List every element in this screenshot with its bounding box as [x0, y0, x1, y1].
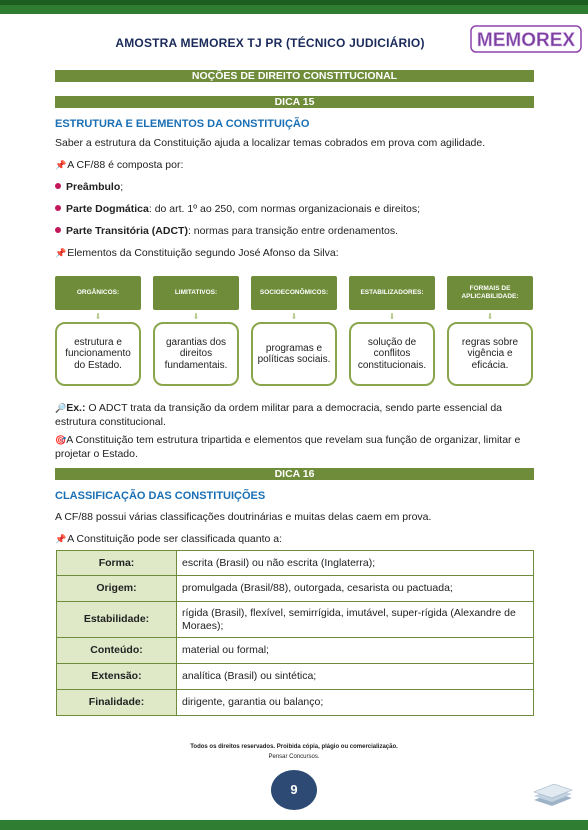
table-key: Conteúdo:	[57, 638, 177, 664]
top-border	[0, 0, 588, 14]
arrow-down-icon: ⬇	[290, 312, 298, 321]
table-row	[57, 664, 534, 690]
arrow-down-icon: ⬇	[486, 312, 494, 321]
diagram-head: FORMAIS DE APLICABILIDADE:	[447, 276, 533, 310]
diagram-body: garantias dos direitos fundamentais.	[153, 322, 239, 386]
bullet-icon	[55, 205, 61, 211]
dica-16-intro: A CF/88 possui várias classificações doutrinárias e muitas delas caem em prova.	[55, 511, 432, 523]
dica-16-title: CLASSIFICAÇÃO DAS CONSTITUIÇÕES	[55, 490, 266, 502]
target-icon: 🎯	[55, 435, 67, 445]
table-value: rígida (Brasil), flexível, semirrígida, imutável, super-rígida (Alexandre de Moraes);	[177, 602, 534, 638]
dica-15-intro: Saber a estrutura da Constituição ajuda a localizar temas cobrados em prova com agilidade.	[55, 137, 486, 149]
bottom-border	[0, 820, 588, 830]
pin-icon: 📌	[55, 248, 67, 258]
diagram-head: ESTABILIZADORES:	[349, 276, 435, 310]
alvo-paragraph: 🎯A Constituição tem estrutura tripartida e elementos que revelam sua função de organizar, limitar e projetar o Estado.	[55, 434, 521, 460]
table-value: analítica (Brasil) ou sintética;	[177, 664, 534, 690]
table-row	[57, 576, 534, 602]
table-key: Finalidade:	[57, 690, 177, 716]
table-value: material ou formal;	[177, 638, 534, 664]
composicao-line: 📌A CF/88 é composta por:	[55, 159, 184, 171]
elements-diagram	[55, 276, 535, 388]
diagram-head: SOCIOECONÔMICOS:	[251, 276, 337, 310]
magnifier-icon: 🔎	[55, 403, 67, 413]
bullet-icon	[55, 227, 61, 233]
diagram-head: ORGÂNICOS:	[55, 276, 141, 310]
footer-brand: Pensar Concursos.	[268, 754, 320, 760]
table-key: Forma:	[57, 551, 177, 576]
logo-text: MEMOREX	[476, 30, 576, 51]
diagram-body: programas e políticas sociais.	[251, 322, 337, 386]
table-value: promulgada (Brasil/88), outorgada, cesarista ou pactuada;	[177, 576, 534, 602]
diagram-head: LIMITATIVOS:	[153, 276, 239, 310]
elementos-intro: 📌Elementos da Constituição segundo José Afonso da Silva:	[55, 247, 339, 259]
section-band-noc: NOÇÕES DE DIREITO CONSTITUCIONAL	[55, 70, 534, 82]
pin-icon: 📌	[55, 534, 67, 544]
table-key: Estabilidade:	[57, 602, 177, 638]
diagram-body: estrutura e funcionamento do Estado.	[55, 322, 141, 386]
table-key: Extensão:	[57, 664, 177, 690]
footer-rights: Todos os direitos reservados. Proibida cópia, plágio ou comercialização.	[190, 744, 398, 750]
list-item: Parte Dogmática: do art. 1º ao 250, com normas organizacionais e direitos;	[55, 202, 535, 216]
bullet-icon	[55, 183, 61, 189]
document-header-title: AMOSTRA MEMOREX TJ PR (TÉCNICO JUDICIÁRIO)	[115, 36, 425, 50]
table-row	[57, 551, 534, 576]
pin-icon: 📌	[55, 160, 67, 170]
quanto-line: 📌A Constituição pode ser classificada quanto a:	[55, 533, 283, 545]
table-value: escrita (Brasil) ou não escrita (Inglaterra);	[177, 551, 534, 576]
dica-15-band: DICA 15	[55, 96, 534, 108]
list-item: Preâmbulo;	[55, 180, 535, 194]
table-value: dirigente, garantia ou balanço;	[177, 690, 534, 716]
diagram-body: regras sobre vigência e eficácia.	[447, 322, 533, 386]
table-row	[57, 690, 534, 716]
memorex-logo	[470, 24, 582, 54]
exemplo-paragraph: 🔎Ex.: O ADCT trata da transição da ordem militar para a democracia, sendo parte essencial da estrutura constitucional.	[55, 402, 503, 428]
list-item: Parte Transitória (ADCT): normas para transição entre ordenamentos.	[55, 224, 535, 238]
dica-16-band: DICA 16	[55, 468, 534, 480]
table-key: Origem:	[57, 576, 177, 602]
table-row	[57, 638, 534, 664]
arrow-down-icon: ⬇	[388, 312, 396, 321]
stacked-books-icon	[530, 784, 576, 808]
arrow-down-icon: ⬇	[192, 312, 200, 321]
diagram-body: solução de conflitos constitucionais.	[349, 322, 435, 386]
page-number: 9	[271, 770, 317, 810]
classification-table	[56, 550, 534, 716]
arrow-down-icon: ⬇	[94, 312, 102, 321]
table-row	[57, 602, 534, 638]
dica-15-title: ESTRUTURA E ELEMENTOS DA CONSTITUIÇÃO	[55, 118, 310, 130]
